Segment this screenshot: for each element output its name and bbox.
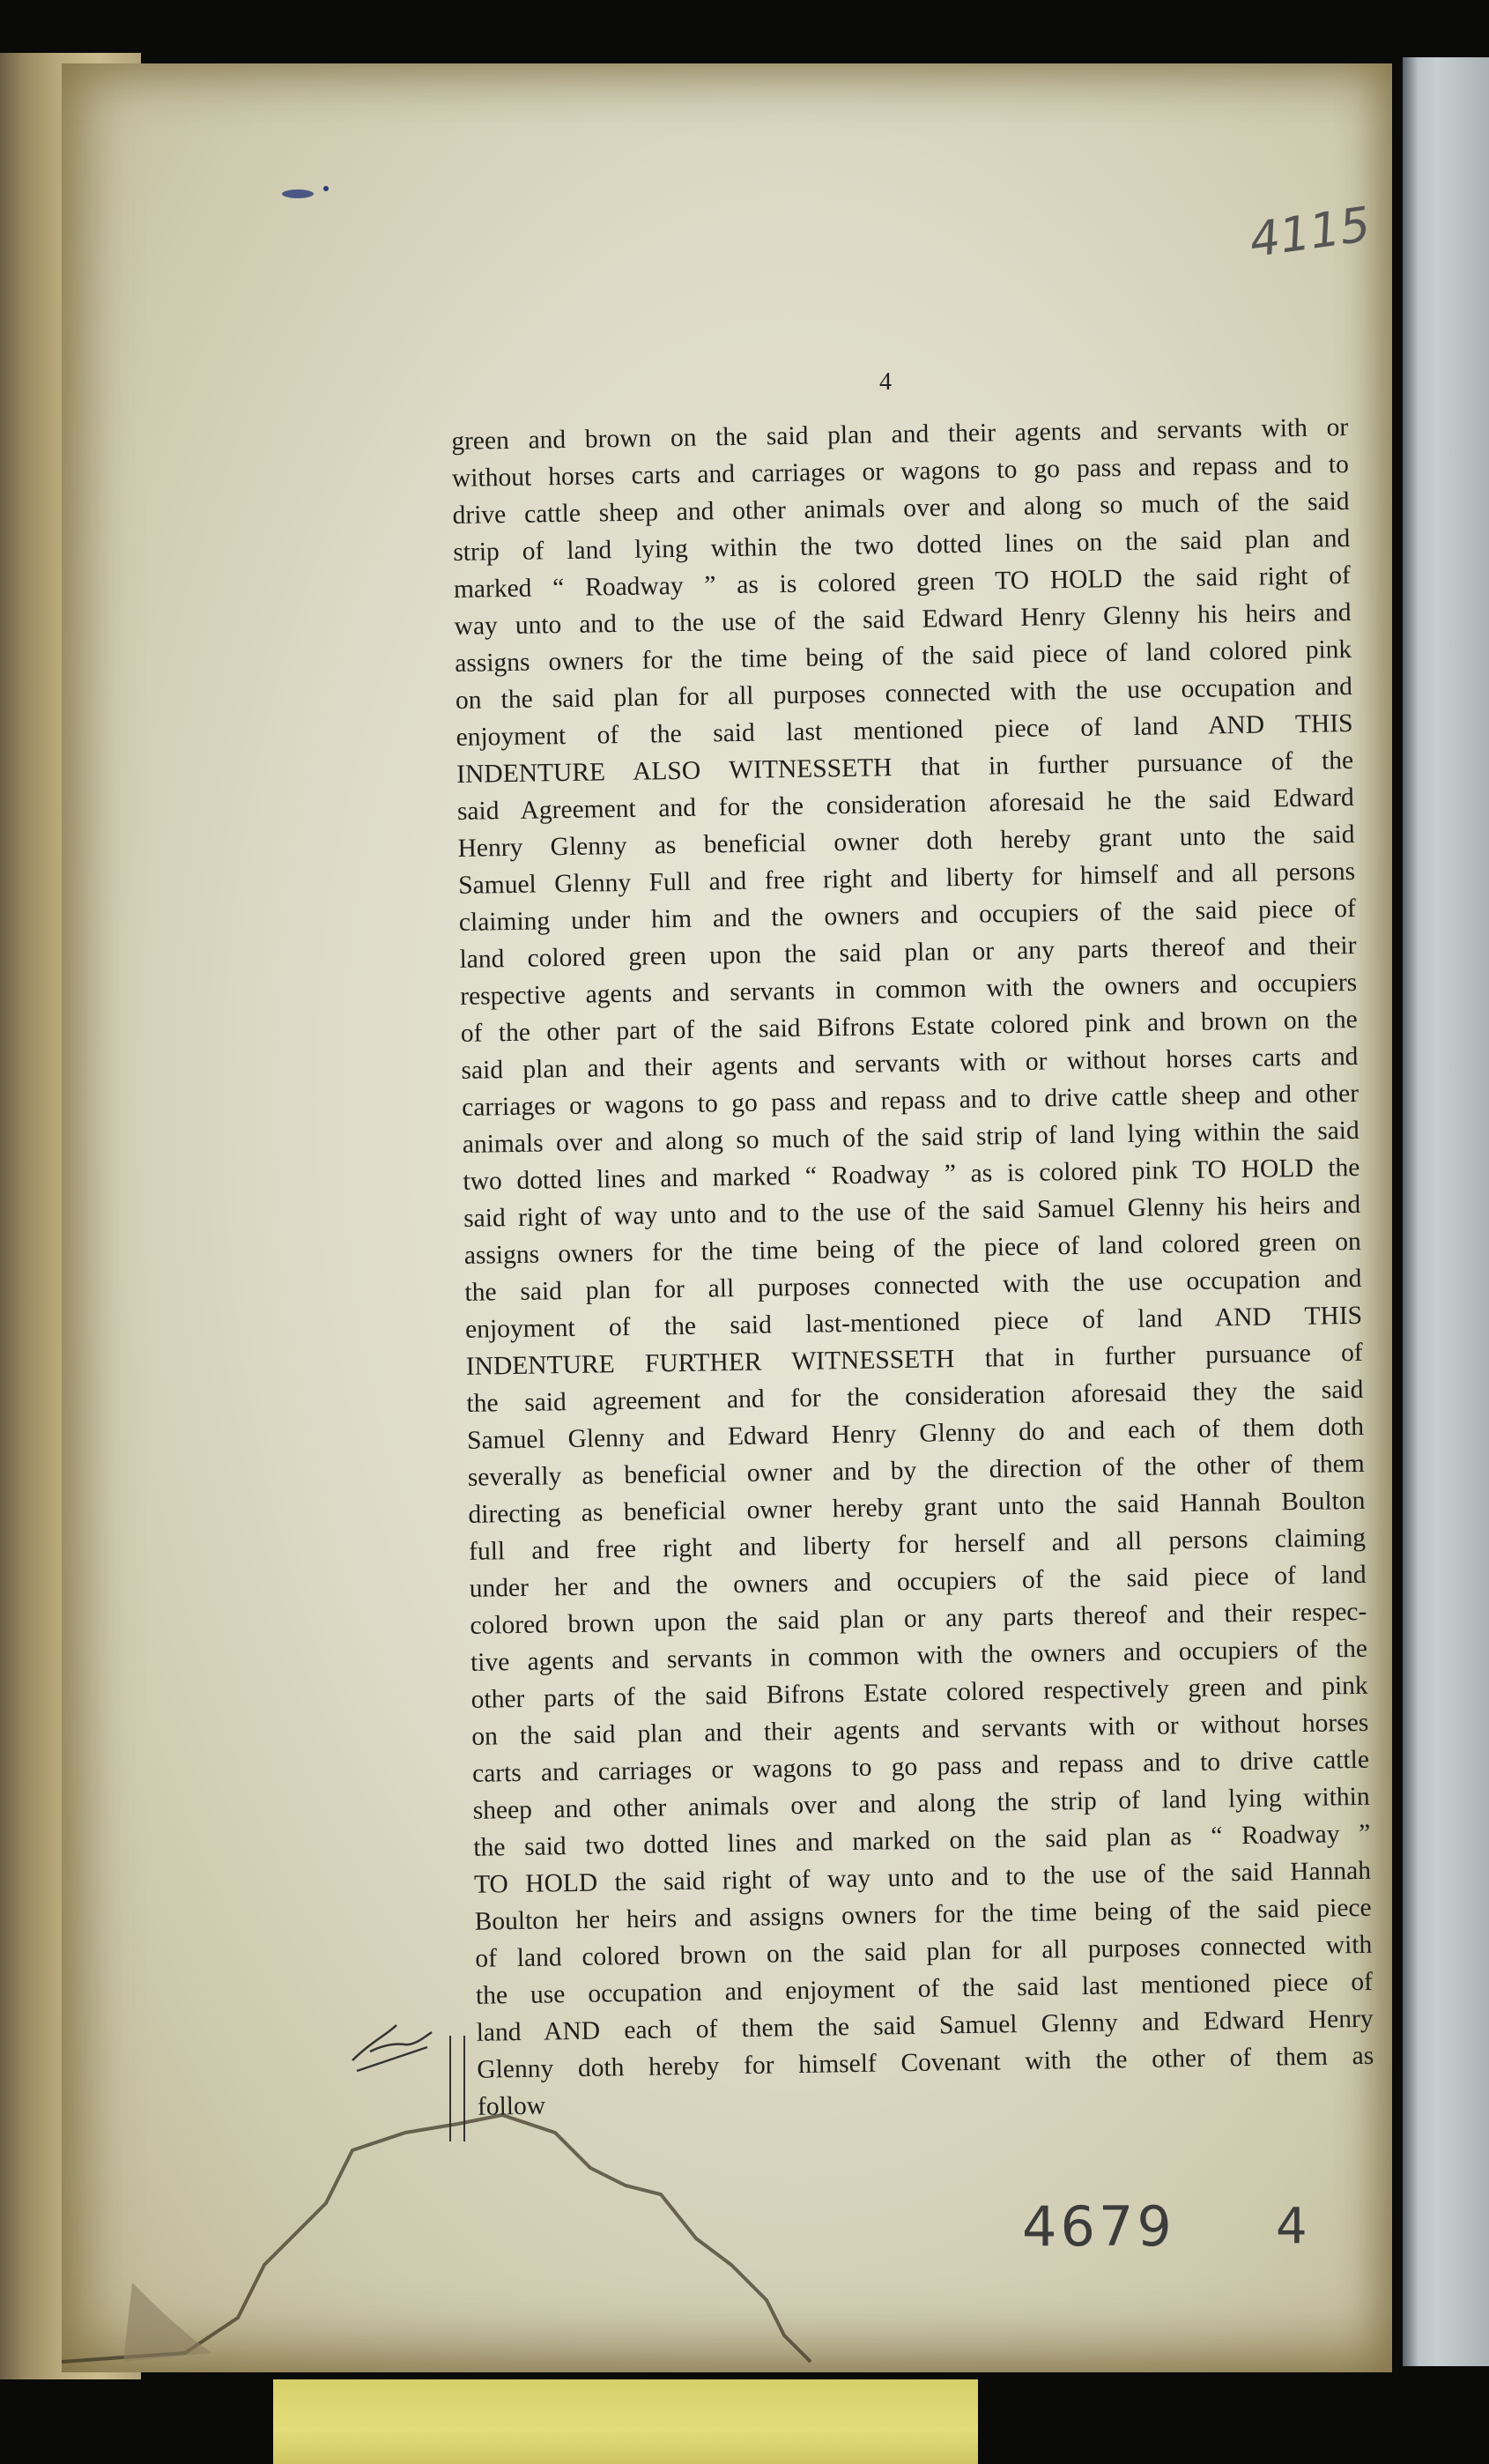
text-line: TO HOLD the said right of way unto and to the use of the said Hannah (473, 1856, 1372, 1899)
text-line: of the other part of the said Bifrons Estate colored pink and brown on the (460, 1005, 1359, 1048)
text-line: claiming under him and the owners and occupiers of the said piece of (458, 894, 1357, 937)
text-line: sheep and other animals over and along the strip of land lying within (472, 1782, 1370, 1825)
text-line: the said agreement and for the consideration aforesaid they the said (466, 1375, 1364, 1418)
text-line: said right of way unto and to the use of the said Samuel Glenny his heirs and (463, 1190, 1361, 1233)
text-line: said plan and their agents and servants with or without horses carts and (461, 1042, 1359, 1085)
text-line: assigns owners for the time being of the said piece of land colored pink (455, 635, 1352, 678)
text-line: drive cattle sheep and other animals over and along so much of the said (452, 486, 1350, 530)
handwritten-reference-number: 4679 (1022, 2194, 1175, 2259)
deed-body-text (451, 409, 1374, 2126)
text-line: on the said plan for all purposes connected with the use occupation and (455, 672, 1353, 715)
text-line: enjoyment of the said last-mentioned piece of land AND THIS (464, 1301, 1363, 1344)
text-line: marked “ Roadway ” as is colored green TO HOLD the said right of (453, 560, 1352, 604)
text-line: strip of land lying within the two dotted lines on the said plan and (453, 523, 1351, 567)
text-line: of land colored brown on the said plan for all purposes connected with (475, 1930, 1373, 1973)
text-line: animals over and along so much of the said strip of land lying within the said (462, 1116, 1359, 1159)
text-line: Samuel Glenny Full and free right and liberty for himself and all persons (457, 857, 1356, 900)
page-number: 4 (879, 368, 892, 396)
text-line: land colored green upon the said plan or any parts thereof and their (459, 931, 1357, 974)
handwritten-initials-icon (344, 2008, 441, 2078)
text-line: land AND each of them the said Samuel Glenny and Edward Henry (476, 2004, 1374, 2047)
text-line: severally as beneficial owner and by the direction of the other of them (467, 1449, 1365, 1492)
text-line: the said plan for all purposes connected with the use occupation and (464, 1264, 1362, 1307)
text-line: directing as beneficial owner hereby grant unto the said Hannah Boulton (468, 1486, 1366, 1529)
text-line: Boulton her heirs and assigns owners for the time being of the said piece (474, 1893, 1372, 1936)
ink-blot-icon (280, 185, 333, 203)
text-line: Henry Glenny as beneficial owner doth hereby grant unto the said (457, 820, 1355, 863)
text-line: way unto and to the use of the said Edward Henry Glenny his heirs and (454, 597, 1352, 641)
adjacent-page-edge (1403, 57, 1489, 2366)
yellow-tab (273, 2379, 978, 2464)
text-line: INDENTURE FURTHER WITNESSETH that in further pursuance of (465, 1338, 1363, 1381)
text-line: Samuel Glenny and Edward Henry Glenny do and each of them doth (466, 1412, 1365, 1455)
text-line: carts and carriages or wagons to go pass and repass and to drive cattle (471, 1745, 1370, 1788)
text-line: the use occupation and enjoyment of the said last mentioned piece of (475, 1967, 1374, 2010)
text-line: INDENTURE ALSO WITNESSETH that in further pursuance of the (456, 746, 1354, 789)
text-line: Glenny doth hereby for himself Covenant with the other of them as (477, 2041, 1374, 2084)
text-line: carriages or wagons to go pass and repass and to drive cattle sheep and other (461, 1079, 1359, 1122)
text-line: enjoyment of the said last mentioned piece of land AND THIS (456, 709, 1353, 752)
text-line: green and brown on the said plan and their agents and servants with or (451, 413, 1349, 456)
handwritten-page-number: 4 (1276, 2198, 1308, 2255)
text-line: full and free right and liberty for herself and all persons claiming (468, 1523, 1367, 1566)
text-line: other parts of the said Bifrons Estate colored respectively green and pink (470, 1671, 1368, 1714)
text-line: the said two dotted lines and marked on the said plan as “ Roadway ” (473, 1819, 1371, 1862)
text-line: colored brown upon the said plan or any parts thereof and their respec- (470, 1597, 1367, 1640)
text-line: follow (477, 2091, 546, 2121)
text-line: on the said plan and their agents and servants with or without horses (471, 1708, 1369, 1751)
text-line: tive agents and servants in common with the owners and occupiers of the (470, 1634, 1368, 1677)
text-line: without horses carts and carriages or wagons to go pass and repass and to (451, 450, 1350, 493)
text-line: two dotted lines and marked “ Roadway ” as is colored pink TO HOLD the (463, 1153, 1360, 1196)
text-line: said Agreement and for the consideration aforesaid he the said Edward (456, 783, 1355, 826)
pencil-annotation: 4115 (1246, 196, 1374, 269)
text-line: under her and the owners and occupiers of the said piece of land (469, 1560, 1367, 1603)
text-line: assigns owners for the time being of the piece of land colored green on (463, 1227, 1361, 1270)
text-line: respective agents and servants in common with the owners and occupiers (459, 968, 1358, 1011)
